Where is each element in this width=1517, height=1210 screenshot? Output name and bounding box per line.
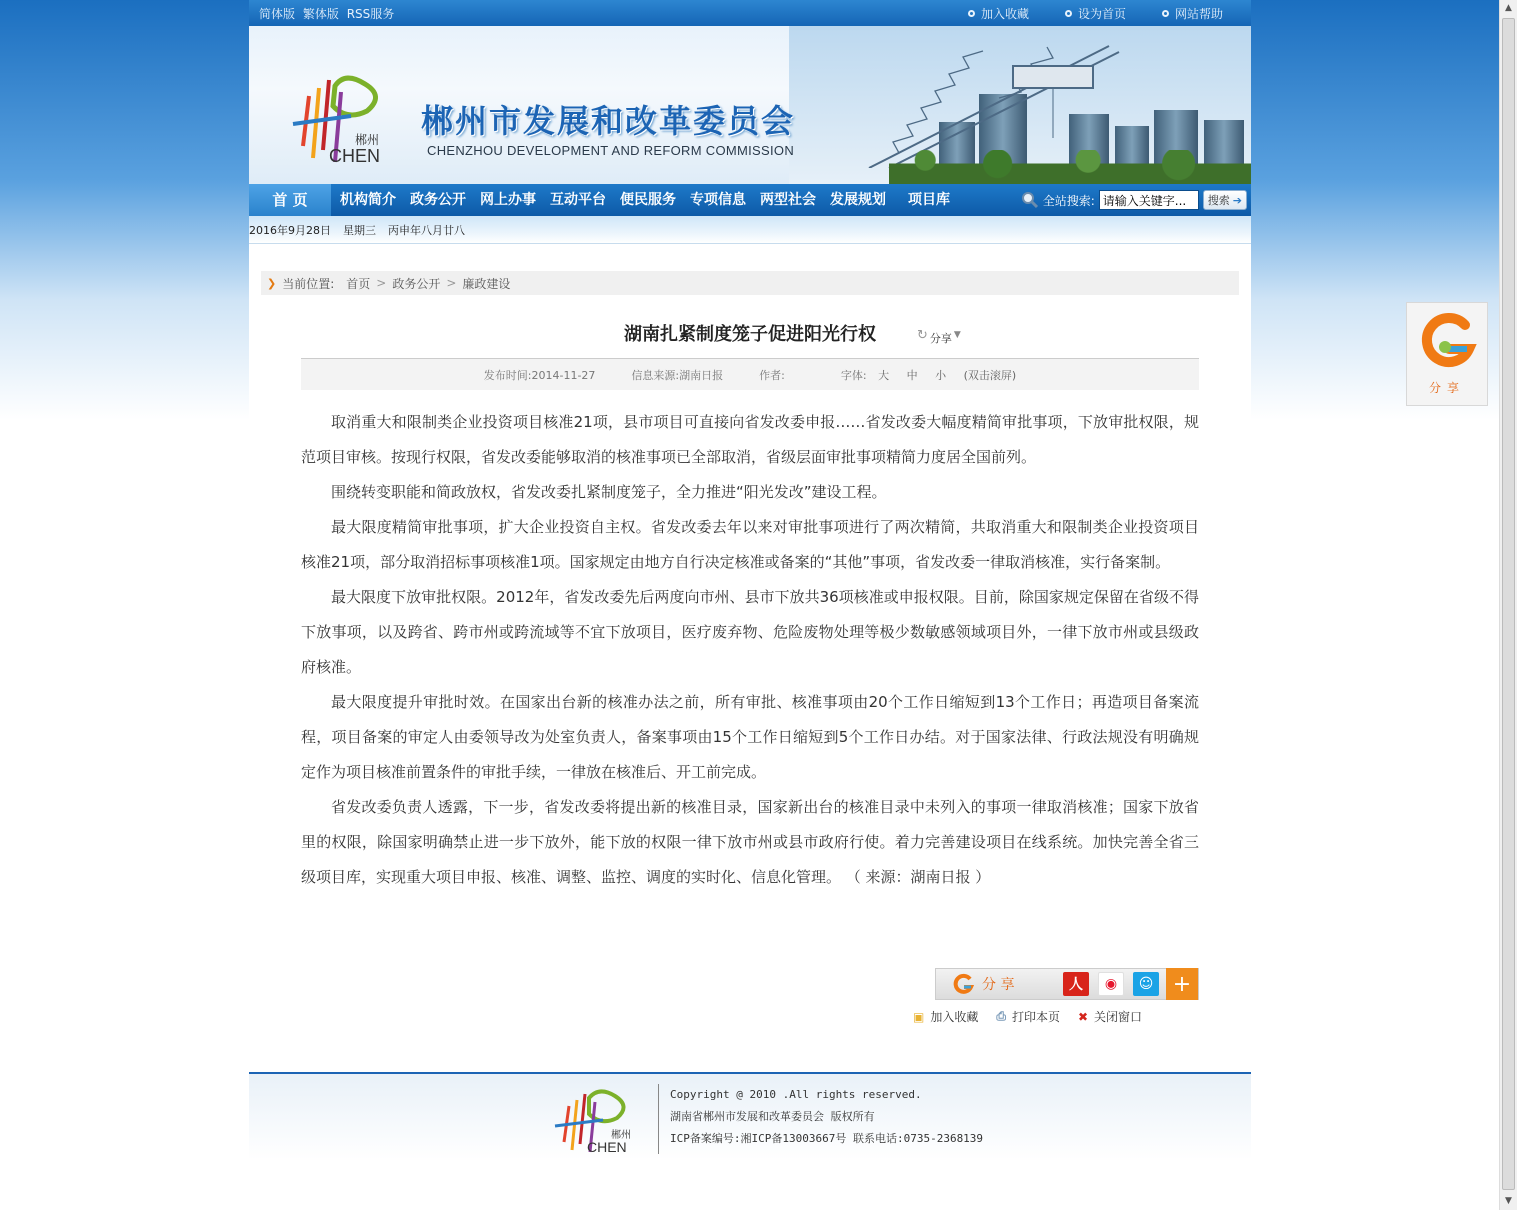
folder-icon: ▣	[913, 1009, 925, 1024]
share-bar-label[interactable]: 分 享	[936, 973, 1054, 995]
lunar-date: 丙申年八月廿八	[388, 223, 465, 237]
nav-public-services[interactable]: 便民服务	[620, 192, 676, 208]
crane-image	[809, 38, 1149, 168]
share-logo-icon	[952, 973, 974, 995]
footer-logo-icon	[549, 1084, 649, 1154]
nav-online-services[interactable]: 网上办事	[480, 192, 536, 208]
share-qzone-icon[interactable]: ☺	[1133, 972, 1159, 996]
site-search	[1021, 190, 1251, 210]
share-icon: ↻	[917, 327, 928, 343]
add-favorite-top-link[interactable]: 加入收藏	[968, 5, 1029, 22]
share-bar	[935, 968, 1199, 1000]
nav-two-oriented-society[interactable]: 两型社会	[760, 192, 816, 208]
search-label: 全站搜索:	[1042, 193, 1095, 208]
scrollbar-thumb[interactable]	[1502, 18, 1515, 1190]
add-favorite-button[interactable]: ▣ 加入收藏	[913, 1009, 979, 1024]
chevron-right-icon: >	[376, 276, 387, 290]
lang-traditional-link[interactable]: 繁体版	[302, 6, 339, 21]
arrow-right-icon: ➔	[1232, 193, 1242, 207]
font-small-button[interactable]: 小	[935, 368, 947, 382]
share-dropdown[interactable]: ↻ 分享 ▼	[917, 327, 961, 345]
floating-share-button[interactable]	[1406, 302, 1488, 406]
breadcrumb-label: 当前位置:	[282, 276, 335, 291]
publish-time: 发布时间:2014-11-27	[483, 368, 596, 382]
footer-icp: ICP备案编号:湘ICP备13003667号 联系电话:0735-2368139	[670, 1132, 984, 1145]
close-icon: ✖	[1077, 1009, 1089, 1024]
breadcrumb-home[interactable]: 首页	[346, 276, 371, 291]
article-title: 湖南扎紧制度笼子促进阳光行权	[624, 324, 876, 345]
bullet-icon	[1162, 10, 1169, 17]
breadcrumb-clean-government[interactable]: 廉政建设	[462, 276, 511, 291]
search-button[interactable]: 搜索 ➔	[1203, 190, 1247, 210]
chenzhou-logo-icon	[285, 66, 405, 166]
rss-link[interactable]: RSS服务	[346, 6, 395, 21]
article-tools	[913, 1008, 1203, 1025]
font-size-controls: 字体: 大 中 小 (双击滚屏)	[840, 368, 1017, 382]
article-paragraph: 省发改委负责人透露，下一步，省发改委将提出新的核准目录，国家新出台的核准目录中未列入的事项一律取消核准；国家下放省里的权限，除国家明确禁止进一步下放外，能下放的权限一律下放市州或县市政府行使。着力完善建设项目在线系统。加快完善全省三级项目库，实现重大项目申报、核准、调整、监控、调度的实时化、信息化管理。 （ 来源：湖南日报 ）	[301, 798, 1199, 886]
font-medium-button[interactable]: 中	[906, 368, 918, 382]
share-more-button[interactable]: +	[1166, 968, 1198, 1000]
footer	[249, 1072, 1251, 1160]
article-paragraph: 最大限度下放审批权限。2012年，省发改委先后两度向市州、县市下放共36项核准或申报权限。目前，除国家规定保留在省级不得下放事项，以及跨省、跨市州或跨流域等不宜下放项目，医疗废弃物、危险废物处理等极少数敏感领域项目外，一律下放市州或县级政府核准。	[301, 588, 1199, 676]
top-bar	[249, 0, 1251, 26]
print-button[interactable]: ⎙ 打印本页	[996, 1009, 1060, 1024]
current-date: 2016年9月28日	[249, 223, 331, 237]
set-homepage-link[interactable]: 设为首页	[1065, 5, 1126, 22]
header-banner	[249, 26, 1251, 184]
nav-government-affairs[interactable]: 政务公开	[410, 192, 466, 208]
nav-about[interactable]: 机构简介	[340, 192, 396, 208]
main-nav	[249, 184, 1251, 216]
bullet-icon	[968, 10, 975, 17]
breadcrumb	[261, 271, 1239, 295]
site-title: 郴州市发展和改革委员会	[421, 102, 796, 140]
vertical-scrollbar[interactable]	[1499, 0, 1517, 1210]
nav-special-info[interactable]: 专项信息	[690, 192, 746, 208]
article-body	[301, 405, 1199, 895]
footer-divider	[658, 1084, 659, 1154]
page-container	[249, 0, 1251, 1210]
nav-project-library[interactable]: 项目库	[908, 192, 950, 208]
footer-owner: 湖南省郴州市发展和改革委员会 版权所有	[670, 1110, 875, 1123]
article-meta	[301, 358, 1199, 390]
language-links	[259, 5, 398, 22]
author: 作者:	[759, 368, 785, 382]
nav-interaction[interactable]: 互动平台	[550, 192, 606, 208]
double-click-scroll: (双击滚屏)	[963, 368, 1017, 382]
info-source: 信息来源:湖南日报	[631, 368, 724, 382]
svg-text:郴州: 郴州	[611, 1130, 631, 1141]
article-paragraph: 最大限度精简审批事项，扩大企业投资自主权。省发改委去年以来对审批事项进行了两次精简，共取消重大和限制类企业投资项目核准21项，部分取消招标事项核准1项。国家规定由地方自行决定核准或备案的“其他”事项，省发改委一律取消核准，实行备案制。	[301, 518, 1199, 571]
bullet-icon	[1065, 10, 1072, 17]
share-weibo-icon[interactable]: ◉	[1098, 972, 1124, 996]
search-input[interactable]	[1099, 190, 1199, 210]
svg-text:郴州: 郴州	[355, 133, 380, 147]
scroll-up-icon[interactable]: ▲	[1505, 3, 1512, 13]
trees-image	[889, 150, 1251, 184]
nav-development-planning[interactable]: 发展规划	[830, 192, 886, 208]
article-paragraph: 最大限度提升审批时效。在国家出台新的核准办法之前，所有审批、核准事项由20个工作日缩短到13个工作日；再造项目备案流程，项目备案的审定人由委领导改为处室负责人，备案事项由15个工作日缩短到5个工作日办结。对于国家法律、行政法规没有明确规定作为项目核准前置条件的审批手续，一律放在核准后、开工前完成。	[301, 693, 1199, 781]
search-icon	[1021, 191, 1039, 209]
printer-icon: ⎙	[996, 1009, 1006, 1023]
top-links	[968, 5, 1241, 22]
article-paragraph: 围绕转变职能和简政放权，省发改委扎紧制度笼子，全力推进“阳光发改”建设工程。	[331, 483, 887, 501]
copyright: Copyright @ 2010 .All rights reserved.	[670, 1088, 922, 1101]
scroll-down-icon[interactable]: ▼	[1505, 1196, 1512, 1206]
floating-share-label: 分享	[1428, 381, 1465, 395]
nav-home[interactable]: 首 页	[249, 184, 331, 216]
svg-text:CHEN: CHEN	[329, 146, 381, 166]
chevron-right-icon: >	[446, 276, 457, 290]
date-bar	[249, 216, 1251, 244]
share-logo-icon	[1417, 309, 1477, 375]
breadcrumb-government-affairs[interactable]: 政务公开	[392, 276, 441, 291]
site-title-english: CHENZHOU DEVELOPMENT AND REFORM COMMISSION	[427, 143, 795, 158]
font-large-button[interactable]: 大	[878, 368, 890, 382]
article-paragraph: 取消重大和限制类企业投资项目核准21项，县市项目可直接向省发改委申报……省发改委大幅度精简审批事项，下放审批权限，规范项目审核。按现行权限，省发改委能够取消的核准事项已全部取消，省级层面审批事项精简力度居全国前列。	[301, 413, 1199, 466]
lang-simplified-link[interactable]: 简体版	[259, 6, 296, 21]
caret-down-icon: ▼	[953, 330, 961, 340]
svg-text:CHEN: CHEN	[587, 1139, 627, 1154]
close-window-button[interactable]: ✖ 关闭窗口	[1077, 1009, 1143, 1024]
share-people-daily-icon[interactable]: 人	[1063, 972, 1089, 996]
location-arrow-icon: ❯	[267, 276, 277, 290]
footer-text	[670, 1084, 983, 1150]
current-weekday: 星期三	[343, 223, 376, 237]
site-help-link[interactable]: 网站帮助	[1162, 5, 1223, 22]
